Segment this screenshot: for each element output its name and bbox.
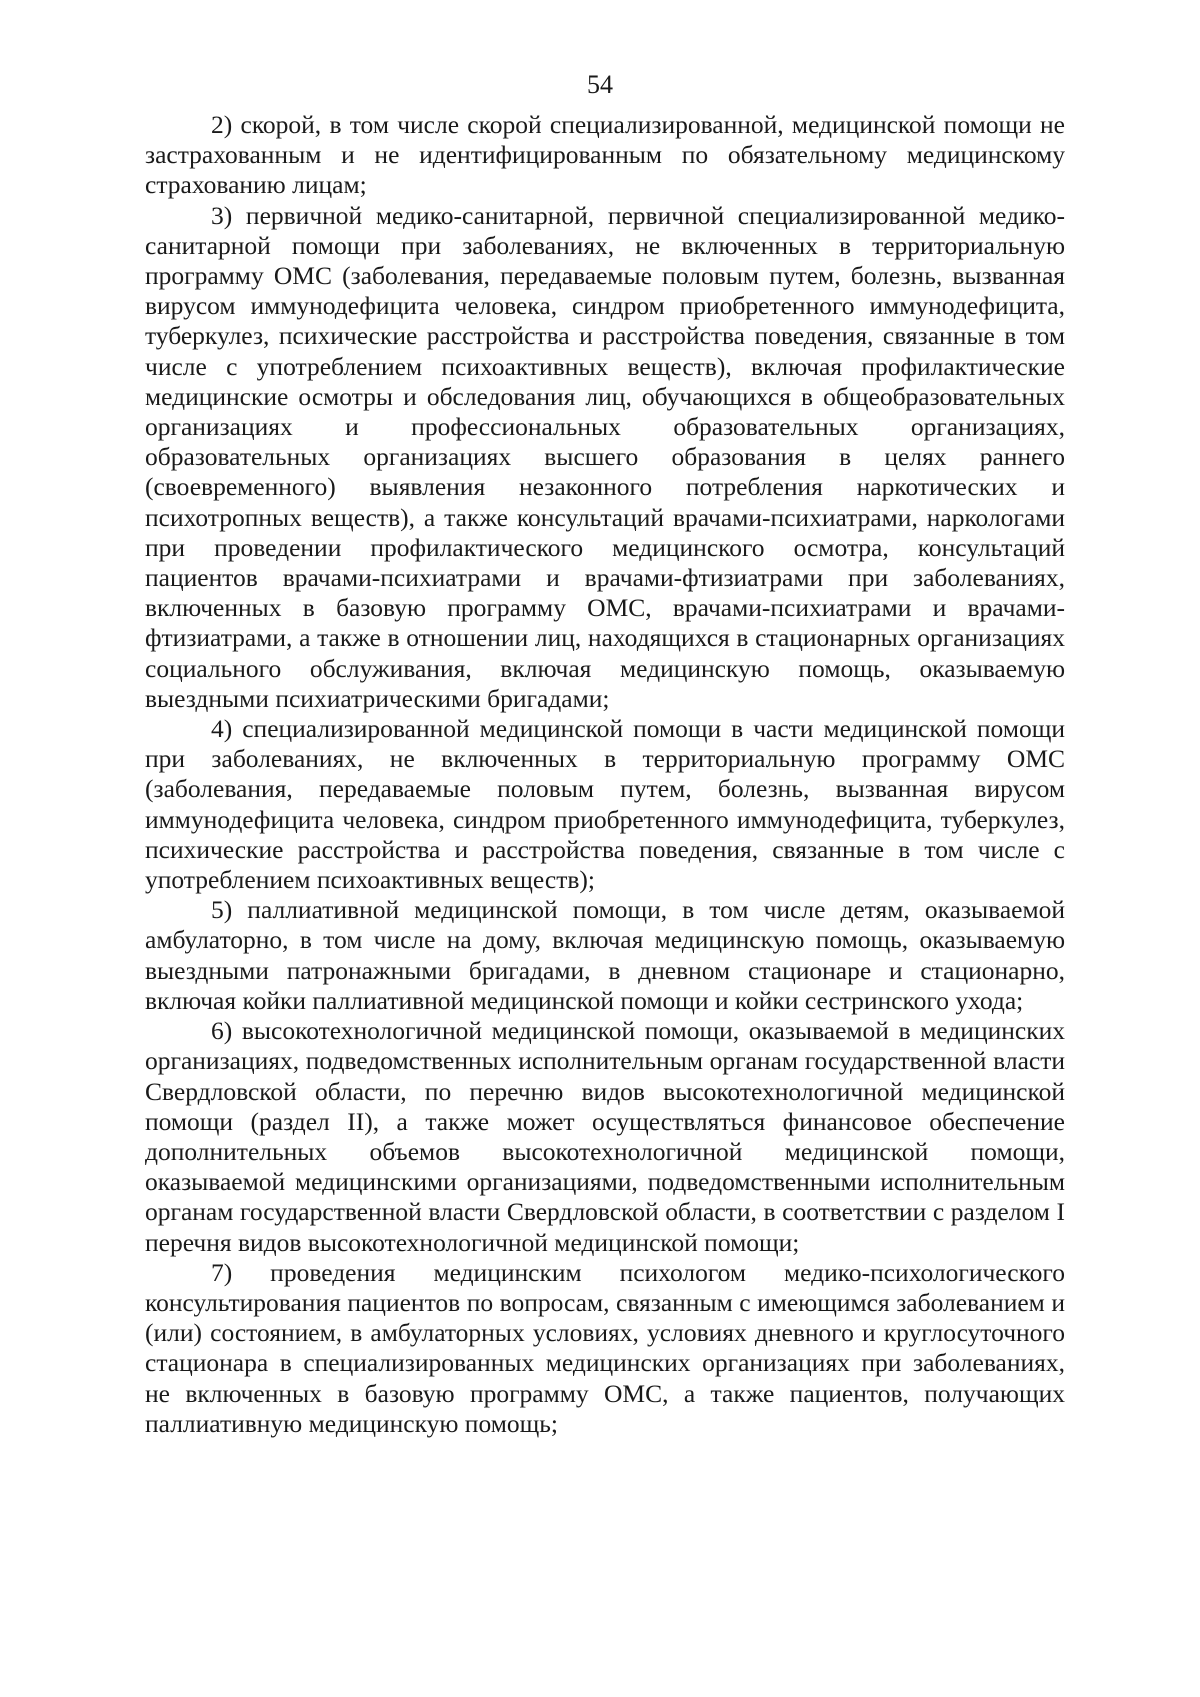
paragraph-item-6: 6) высокотехнологичной медицинской помощи, оказываемой в медицинских организациях, подведомственных исполнительным органам государственной власти Свердловской области, по перечню видов высокотехнологичной медицинской помощи (раздел II), а также может осуществляться финансовое обеспечение дополнительных объемов высокотехнологичной медицинской помощи, оказываемой медицинскими организациями, подведомственными исполнительным органам государственной власти Свердловской области, в соответствии с разделом I перечня видов высокотехнологичной медицинской помощи;: [145, 1016, 1065, 1257]
paragraph-item-5: 5) паллиативной медицинской помощи, в том числе детям, оказываемой амбулаторно, в том числе на дому, включая медицинскую помощь, оказываемую выездными патронажными бригадами, в дневном стационаре и стационарно, включая койки паллиативной медицинской помощи и койки сестринского ухода;: [145, 895, 1065, 1015]
page-number: 54: [587, 70, 613, 99]
paragraph-item-4: 4) специализированной медицинской помощи в части медицинской помощи при заболеваниях, не включенных в территориальную программу ОМС (заболевания, передаваемые половым путем, болезнь, вызванная вирусом иммунодефицита человека, синдром приобретенного иммунодефицита, туберкулез, психические расстройства и расстройства поведения, связанные в том числе с употреблением психоактивных веществ);: [145, 714, 1065, 895]
paragraph-item-7: 7) проведения медицинским психологом медико-психологического консультирования пациентов по вопросам, связанным с имеющимся заболеванием и (или) состоянием, в амбулаторных условиях, условиях дневного и круглосуточного стационара в специализированных медицинских организациях при заболеваниях, не включенных в базовую программу ОМС, а также пациентов, получающих паллиативную медицинскую помощь;: [145, 1257, 1065, 1438]
document-body: [145, 110, 1065, 1439]
paragraph-item-2: 2) скорой, в том числе скорой специализированной, медицинской помощи не застрахованным и не идентифицированным по обязательному медицинскому страхованию лицам;: [145, 110, 1065, 200]
paragraph-item-3: 3) первичной медико-санитарной, первичной специализированной медико-санитарной помощи при заболеваниях, не включенных в территориальную программу ОМС (заболевания, передаваемые половым путем, болезнь, вызванная вирусом иммунодефицита человека, синдром приобретенного иммунодефицита, туберкулез, психические расстройства и расстройства поведения, связанные в том числе с употреблением психоактивных веществ), включая профилактические медицинские осмотры и обследования лиц, обучающихся в общеобразовательных организациях и профессиональных образовательных организациях, образовательных организациях высшего образования в целях раннего (своевременного) выявления незаконного потребления наркотических и психотропных веществ), а также консультаций врачами-психиатрами, наркологами при проведении профилактического медицинского осмотра, консультаций пациентов врачами-психиатрами и врачами-фтизиатрами при заболеваниях, включенных в базовую программу ОМС, врачами-психиатрами и врачами-фтизиатрами, а также в отношении лиц, находящихся в стационарных организациях социального обслуживания, включая медицинскую помощь, оказываемую выездными психиатрическими бригадами;: [145, 200, 1065, 713]
